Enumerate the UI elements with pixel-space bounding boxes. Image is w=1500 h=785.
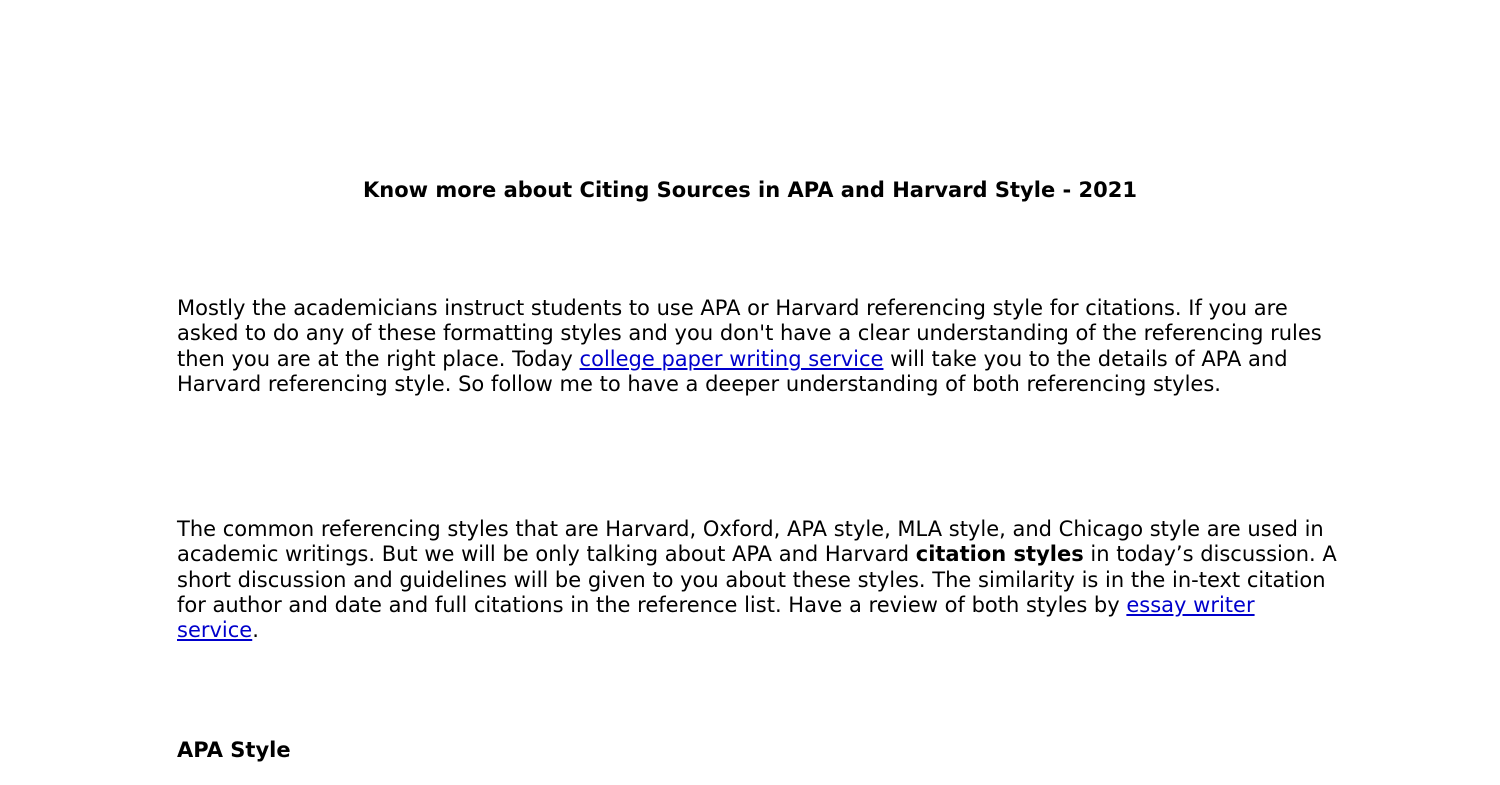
citation-styles-bold-text: citation styles xyxy=(915,542,1084,567)
referencing-styles-paragraph xyxy=(177,517,1337,643)
referencing-paragraph-text-2: in today’s discussion. A short discussion and guidelines will be given to you about these styles. The similarity is in the in-text citation for author and date and full citations in the reference list. Have a review of both styles by xyxy=(177,542,1337,617)
referencing-paragraph-text-3: . xyxy=(252,618,259,643)
intro-paragraph xyxy=(177,296,1337,397)
document-title: Know more about Citing Sources in APA and Harvard Style - 2021 xyxy=(363,178,1137,202)
intro-paragraph-text-1: Mostly the academicians instruct students to use APA or Harvard referencing style for citations. If you are asked to do any of these formatting styles and you don't have a clear understanding of the referencing rules then you are at the right place. Today xyxy=(177,296,1322,371)
intro-paragraph-text-2: will take you to the details of APA and Harvard referencing style. So follow me to have a deeper understanding of both referencing styles. xyxy=(177,346,1288,396)
college-paper-writing-service-link[interactable]: college paper writing service xyxy=(579,346,884,371)
apa-style-heading: APA Style xyxy=(177,738,291,762)
referencing-paragraph-text-1: The common referencing styles that are Harvard, Oxford, APA style, MLA style, and Chicago style are used in academic writings. But we will be only talking about APA and Harvard xyxy=(177,517,1324,567)
essay-writer-service-link[interactable]: essay writer service xyxy=(177,592,1255,643)
